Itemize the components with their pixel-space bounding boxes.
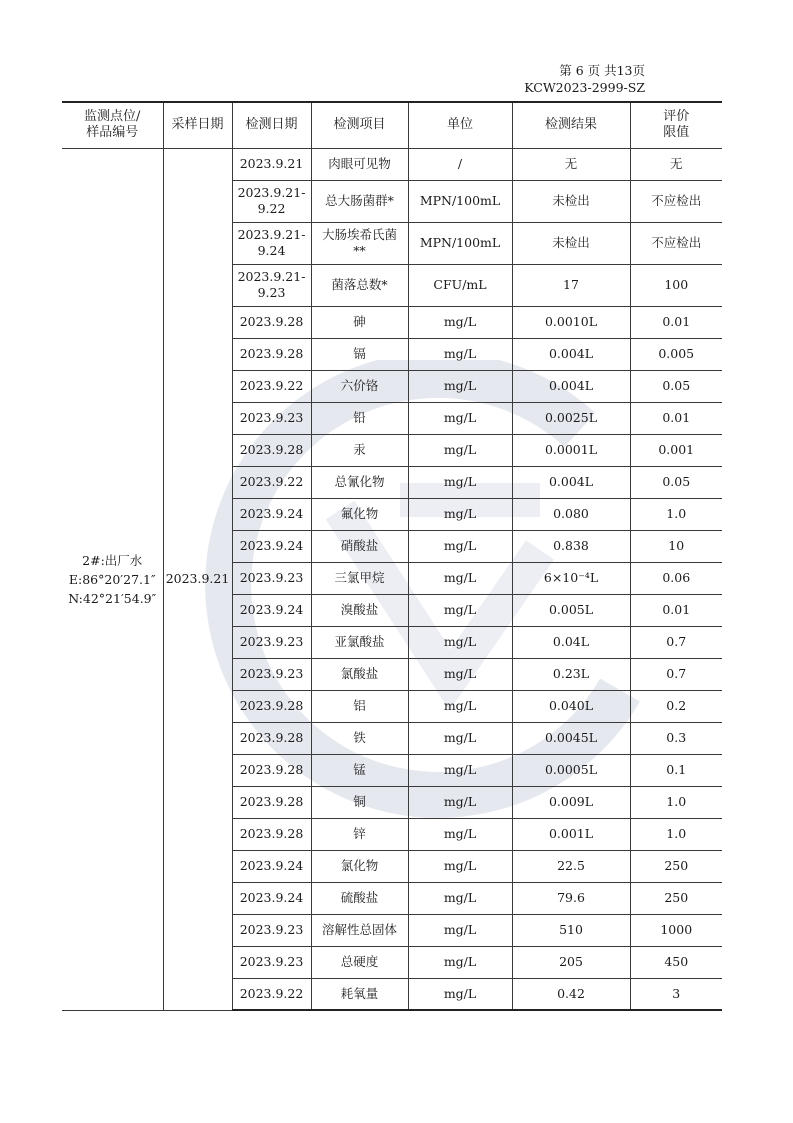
unit-cell: mg/L — [408, 626, 512, 658]
column-header-label: 检测结果 — [544, 117, 597, 133]
unit-cell: mg/L — [408, 338, 512, 370]
limit-cell: 250 — [630, 850, 722, 882]
unit-cell: mg/L — [408, 562, 512, 594]
test-item-cell: 氟化物 — [311, 498, 408, 530]
test-date-cell: 2023.9.23 — [232, 946, 311, 978]
unit-cell: / — [408, 148, 512, 180]
limit-cell: 0.01 — [630, 306, 722, 338]
test-date-cell: 2023.9.22 — [232, 370, 311, 402]
result-cell: 0.040L — [512, 690, 630, 722]
column-header-label: 单位 — [446, 117, 473, 133]
result-cell: 205 — [512, 946, 630, 978]
result-cell: 0.0005L — [512, 754, 630, 786]
limit-cell: 1000 — [630, 914, 722, 946]
result-cell: 无 — [512, 148, 630, 180]
limit-cell: 100 — [630, 264, 722, 306]
unit-cell: mg/L — [408, 402, 512, 434]
limit-cell: 不应检出 — [630, 180, 722, 222]
test-item-cell: 六价铬 — [311, 370, 408, 402]
column-header-label: 检测项目 — [333, 117, 386, 133]
test-item-cell: 锰 — [311, 754, 408, 786]
unit-cell: mg/L — [408, 306, 512, 338]
test-date-cell: 2023.9.23 — [232, 914, 311, 946]
test-item-cell: 肉眼可见物 — [311, 148, 408, 180]
column-header — [62, 102, 163, 148]
column-header — [630, 102, 722, 148]
limit-cell: 1.0 — [630, 786, 722, 818]
column-header-label: 采样日期 — [171, 117, 224, 133]
test-date-cell: 2023.9.28 — [232, 338, 311, 370]
test-date-cell: 2023.9.23 — [232, 402, 311, 434]
result-cell: 0.080 — [512, 498, 630, 530]
limit-cell: 0.05 — [630, 370, 722, 402]
test-date-cell: 2023.9.28 — [232, 818, 311, 850]
test-date-cell: 2023.9.23 — [232, 626, 311, 658]
unit-cell: mg/L — [408, 946, 512, 978]
column-header — [232, 102, 311, 148]
test-date-cell: 2023.9.24 — [232, 530, 311, 562]
column-header-label: 检测日期 — [245, 117, 298, 133]
column-header — [408, 102, 512, 148]
unit-cell: MPN/100mL — [408, 222, 512, 264]
unit-cell: CFU/mL — [408, 264, 512, 306]
column-header — [311, 102, 408, 148]
test-date-cell: 2023.9.28 — [232, 690, 311, 722]
test-item-cell: 锌 — [311, 818, 408, 850]
test-date-cell: 2023.9.28 — [232, 722, 311, 754]
result-cell: 未检出 — [512, 180, 630, 222]
unit-cell: mg/L — [408, 978, 512, 1010]
result-cell: 未检出 — [512, 222, 630, 264]
result-cell: 0.838 — [512, 530, 630, 562]
table-row — [62, 148, 722, 180]
test-date-cell: 2023.9.24 — [232, 594, 311, 626]
test-date-cell: 2023.9.22 — [232, 466, 311, 498]
limit-cell: 0.01 — [630, 594, 722, 626]
result-cell: 0.0045L — [512, 722, 630, 754]
result-cell: 0.0025L — [512, 402, 630, 434]
unit-cell: mg/L — [408, 914, 512, 946]
test-date-cell: 2023.9.21- 9.24 — [232, 222, 311, 264]
test-item-cell: 亚氯酸盐 — [311, 626, 408, 658]
column-header-label: 评价 限值 — [663, 109, 690, 141]
limit-cell: 250 — [630, 882, 722, 914]
test-date-cell: 2023.9.28 — [232, 786, 311, 818]
result-cell: 0.004L — [512, 370, 630, 402]
result-cell: 510 — [512, 914, 630, 946]
site-name: 2#:出厂水 — [82, 552, 143, 568]
column-header — [512, 102, 630, 148]
test-item-cell: 总大肠菌群* — [311, 180, 408, 222]
limit-cell: 0.7 — [630, 658, 722, 690]
result-cell: 0.005L — [512, 594, 630, 626]
result-cell: 0.004L — [512, 466, 630, 498]
test-item-cell: 大肠埃希氏菌 ** — [311, 222, 408, 264]
unit-cell: mg/L — [408, 658, 512, 690]
unit-cell: mg/L — [408, 466, 512, 498]
test-date-cell: 2023.9.28 — [232, 434, 311, 466]
limit-cell: 10 — [630, 530, 722, 562]
test-date-cell: 2023.9.21 — [232, 148, 311, 180]
page-number: 第 6 页 共13页 — [559, 63, 645, 78]
unit-cell: mg/L — [408, 498, 512, 530]
result-cell: 0.42 — [512, 978, 630, 1010]
sampling-date-cell: 2023.9.21 — [163, 148, 232, 1010]
result-cell: 0.04L — [512, 626, 630, 658]
unit-cell: mg/L — [408, 370, 512, 402]
unit-cell: mg/L — [408, 434, 512, 466]
result-cell: 0.0010L — [512, 306, 630, 338]
test-item-cell: 铜 — [311, 786, 408, 818]
test-item-cell: 溶解性总固体 — [311, 914, 408, 946]
test-item-cell: 铁 — [311, 722, 408, 754]
result-cell: 17 — [512, 264, 630, 306]
unit-cell: MPN/100mL — [408, 180, 512, 222]
test-item-cell: 铝 — [311, 690, 408, 722]
test-item-cell: 镉 — [311, 338, 408, 370]
test-date-cell: 2023.9.24 — [232, 850, 311, 882]
limit-cell: 1.0 — [630, 498, 722, 530]
monitoring-site-cell — [62, 148, 163, 1010]
test-item-cell: 总硬度 — [311, 946, 408, 978]
limit-cell: 1.0 — [630, 818, 722, 850]
test-date-cell: 2023.9.24 — [232, 882, 311, 914]
limit-cell: 0.001 — [630, 434, 722, 466]
site-east-coordinate: E:86°20′27.1″ — [68, 571, 156, 587]
limit-cell: 450 — [630, 946, 722, 978]
test-date-cell: 2023.9.23 — [232, 658, 311, 690]
unit-cell: mg/L — [408, 722, 512, 754]
test-date-cell: 2023.9.23 — [232, 562, 311, 594]
test-date-cell: 2023.9.22 — [232, 978, 311, 1010]
test-item-cell: 氯酸盐 — [311, 658, 408, 690]
limit-cell: 0.05 — [630, 466, 722, 498]
unit-cell: mg/L — [408, 690, 512, 722]
test-item-cell: 氯化物 — [311, 850, 408, 882]
test-item-cell: 三氯甲烷 — [311, 562, 408, 594]
test-date-cell: 2023.9.21- 9.23 — [232, 264, 311, 306]
unit-cell: mg/L — [408, 754, 512, 786]
test-date-cell: 2023.9.28 — [232, 754, 311, 786]
result-cell: 0.001L — [512, 818, 630, 850]
test-item-cell: 硝酸盐 — [311, 530, 408, 562]
report-number: KCW2023-2999-SZ — [524, 80, 645, 95]
limit-cell: 0.7 — [630, 626, 722, 658]
column-header-label: 监测点位/ 样品编号 — [84, 109, 141, 141]
limit-cell: 0.1 — [630, 754, 722, 786]
test-item-cell: 菌落总数* — [311, 264, 408, 306]
table-header-row — [62, 102, 722, 148]
unit-cell: mg/L — [408, 882, 512, 914]
test-results-table — [62, 101, 722, 1011]
limit-cell: 不应检出 — [630, 222, 722, 264]
unit-cell: mg/L — [408, 818, 512, 850]
result-cell: 6×10⁻⁴L — [512, 562, 630, 594]
limit-cell: 0.2 — [630, 690, 722, 722]
test-item-cell: 砷 — [311, 306, 408, 338]
limit-cell: 0.01 — [630, 402, 722, 434]
unit-cell: mg/L — [408, 850, 512, 882]
test-item-cell: 硫酸盐 — [311, 882, 408, 914]
result-cell: 22.5 — [512, 850, 630, 882]
site-north-coordinate: N:42°21′54.9″ — [68, 590, 157, 606]
test-item-cell: 耗氧量 — [311, 978, 408, 1010]
limit-cell: 0.3 — [630, 722, 722, 754]
test-item-cell: 溴酸盐 — [311, 594, 408, 626]
result-cell: 0.004L — [512, 338, 630, 370]
test-date-cell: 2023.9.28 — [232, 306, 311, 338]
limit-cell: 无 — [630, 148, 722, 180]
result-cell: 0.23L — [512, 658, 630, 690]
test-date-cell: 2023.9.21- 9.22 — [232, 180, 311, 222]
test-item-cell: 铅 — [311, 402, 408, 434]
limit-cell: 3 — [630, 978, 722, 1010]
column-header — [163, 102, 232, 148]
result-cell: 0.009L — [512, 786, 630, 818]
limit-cell: 0.005 — [630, 338, 722, 370]
result-cell: 79.6 — [512, 882, 630, 914]
test-item-cell: 汞 — [311, 434, 408, 466]
test-item-cell: 总氰化物 — [311, 466, 408, 498]
unit-cell: mg/L — [408, 594, 512, 626]
unit-cell: mg/L — [408, 530, 512, 562]
result-cell: 0.0001L — [512, 434, 630, 466]
limit-cell: 0.06 — [630, 562, 722, 594]
test-date-cell: 2023.9.24 — [232, 498, 311, 530]
unit-cell: mg/L — [408, 786, 512, 818]
